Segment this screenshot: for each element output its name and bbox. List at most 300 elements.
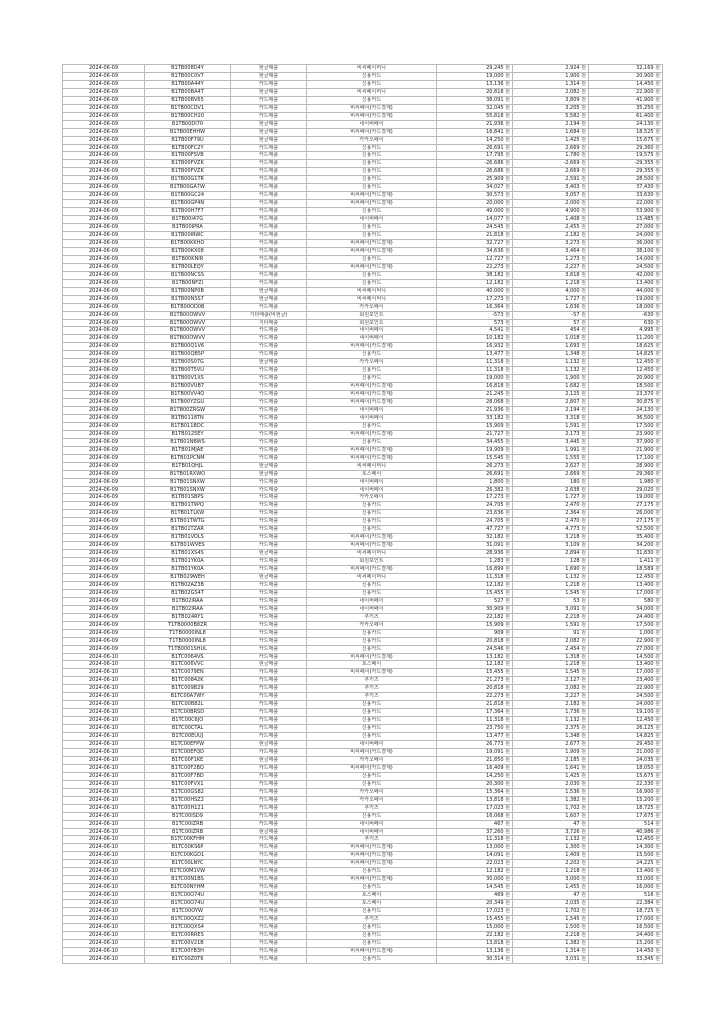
sale-type-cell: 카드매출 bbox=[231, 486, 307, 494]
supply-amount-cell: 20,300 원 bbox=[437, 780, 513, 788]
total-amount-cell: 22,900 원 bbox=[589, 637, 663, 645]
vat-cell: 2,035 원 bbox=[513, 900, 589, 908]
total-amount-cell: 16,500 원 bbox=[589, 923, 663, 931]
table-row bbox=[63, 574, 663, 582]
sale-type-cell: 카드매출 bbox=[231, 414, 307, 422]
table-row bbox=[63, 80, 663, 88]
vat-cell: 2,677 원 bbox=[513, 741, 589, 749]
total-amount-cell: 35,400 원 bbox=[589, 534, 663, 542]
vat-cell: 1,132 원 bbox=[513, 359, 589, 367]
sale-type-cell: 카드매출 bbox=[231, 343, 307, 351]
table-row bbox=[63, 422, 663, 430]
date-cell: 2024-06-09 bbox=[63, 208, 145, 216]
sales-ledger-table bbox=[62, 64, 663, 964]
vat-cell: 2,470 원 bbox=[513, 502, 589, 510]
table-row bbox=[63, 868, 663, 876]
table-row bbox=[63, 860, 663, 868]
ledger-body bbox=[63, 65, 663, 964]
date-cell: 2024-06-09 bbox=[63, 327, 145, 335]
vat-cell: 1,455 원 bbox=[513, 884, 589, 892]
payment-method-cell: 신용카드 bbox=[307, 526, 437, 534]
total-amount-cell: 27,000 원 bbox=[589, 645, 663, 653]
payment-method-cell: 비씨페이(카드결제) bbox=[307, 876, 437, 884]
vat-cell: 1,018 원 bbox=[513, 335, 589, 343]
total-amount-cell: 33,630 원 bbox=[589, 192, 663, 200]
approval-number-cell: B1TC00842K bbox=[145, 677, 231, 685]
approval-number-cell: B1TB00FVZK bbox=[145, 160, 231, 168]
supply-amount-cell: 26,686 원 bbox=[437, 168, 513, 176]
supply-amount-cell: 12,182 원 bbox=[437, 581, 513, 589]
date-cell: 2024-06-09 bbox=[63, 597, 145, 605]
total-amount-cell: 20,900 원 bbox=[589, 375, 663, 383]
table-row bbox=[63, 836, 663, 844]
total-amount-cell: 21,000 원 bbox=[589, 748, 663, 756]
approval-number-cell: B1TC00OYW bbox=[145, 908, 231, 916]
payment-method-cell: 신용카드 bbox=[307, 144, 437, 152]
date-cell: 2024-06-09 bbox=[63, 470, 145, 478]
supply-amount-cell: 12,182 원 bbox=[437, 661, 513, 669]
sale-type-cell: 카드매출 bbox=[231, 605, 307, 613]
date-cell: 2024-06-09 bbox=[63, 605, 145, 613]
total-amount-cell: 52,500 원 bbox=[589, 526, 663, 534]
approval-number-cell: B1TC00V21B bbox=[145, 939, 231, 947]
sale-type-cell: 카드매출 bbox=[231, 701, 307, 709]
approval-number-cell: B1TC00QXS4 bbox=[145, 923, 231, 931]
sale-type-cell: 카드매출 bbox=[231, 764, 307, 772]
total-amount-cell: 27,175 원 bbox=[589, 518, 663, 526]
approval-number-cell: B1TB01SBPS bbox=[145, 494, 231, 502]
supply-amount-cell: -26,686 원 bbox=[437, 160, 513, 168]
table-row bbox=[63, 351, 663, 359]
sale-type-cell: 카드매출 bbox=[231, 812, 307, 820]
payment-method-cell: 신용카드 bbox=[307, 502, 437, 510]
sale-type-cell: 현금매출 bbox=[231, 72, 307, 80]
date-cell: 2024-06-10 bbox=[63, 653, 145, 661]
payment-method-cell: 신용카드 bbox=[307, 637, 437, 645]
payment-method-cell: 비씨페이머니 bbox=[307, 88, 437, 96]
total-amount-cell: 630 원 bbox=[589, 319, 663, 327]
payment-method-cell: 신용카드 bbox=[307, 955, 437, 963]
total-amount-cell: 34,200 원 bbox=[589, 542, 663, 550]
table-row bbox=[63, 184, 663, 192]
approval-number-cell: B1TB00DI70 bbox=[145, 120, 231, 128]
date-cell: 2024-06-09 bbox=[63, 446, 145, 454]
table-row bbox=[63, 287, 663, 295]
approval-number-cell: B1TB00BV65 bbox=[145, 96, 231, 104]
vat-cell: 128 원 bbox=[513, 558, 589, 566]
payment-method-cell: 신용카드 bbox=[307, 772, 437, 780]
table-row bbox=[63, 391, 663, 399]
supply-amount-cell: 55,818 원 bbox=[437, 112, 513, 120]
approval-number-cell: B1TB00OWVV bbox=[145, 335, 231, 343]
total-amount-cell: 17,675 원 bbox=[589, 812, 663, 820]
total-amount-cell: 22,900 원 bbox=[589, 88, 663, 96]
supply-amount-cell: 49,000 원 bbox=[437, 208, 513, 216]
date-cell: 2024-06-09 bbox=[63, 383, 145, 391]
supply-amount-cell: 22,182 원 bbox=[437, 931, 513, 939]
vat-cell: 1,218 원 bbox=[513, 581, 589, 589]
approval-number-cell: B1TC00B82L bbox=[145, 701, 231, 709]
payment-method-cell: 네이버페이 bbox=[307, 327, 437, 335]
sale-type-cell: 카드매출 bbox=[231, 351, 307, 359]
vat-cell: 1,702 원 bbox=[513, 804, 589, 812]
sale-type-cell: 카드매출 bbox=[231, 518, 307, 526]
supply-amount-cell: 19,091 원 bbox=[437, 748, 513, 756]
sale-type-cell: 기타매출 bbox=[231, 319, 307, 327]
supply-amount-cell: 11,318 원 bbox=[437, 574, 513, 582]
sale-type-cell: 카드매출 bbox=[231, 892, 307, 900]
table-row bbox=[63, 725, 663, 733]
date-cell: 2024-06-09 bbox=[63, 510, 145, 518]
sale-type-cell: 카드매출 bbox=[231, 303, 307, 311]
total-amount-cell: 17,100 원 bbox=[589, 454, 663, 462]
payment-method-cell: 카카오페이 bbox=[307, 756, 437, 764]
approval-number-cell: B1TC00EFPW bbox=[145, 741, 231, 749]
table-row bbox=[63, 581, 663, 589]
approval-number-cell: B1TB01PCNM bbox=[145, 454, 231, 462]
table-row bbox=[63, 733, 663, 741]
vat-cell: 2,455 원 bbox=[513, 224, 589, 232]
table-row bbox=[63, 224, 663, 232]
approval-number-cell: B1TC009B29 bbox=[145, 685, 231, 693]
date-cell: 2024-06-09 bbox=[63, 104, 145, 112]
payment-method-cell: 네이버페이 bbox=[307, 414, 437, 422]
vat-cell: 1,991 원 bbox=[513, 446, 589, 454]
vat-cell: 1,409 원 bbox=[513, 852, 589, 860]
total-amount-cell: 37,900 원 bbox=[589, 438, 663, 446]
table-row bbox=[63, 884, 663, 892]
approval-number-cell: B1TB00FSVB bbox=[145, 152, 231, 160]
date-cell: 2024-06-09 bbox=[63, 399, 145, 407]
supply-amount-cell: 12,727 원 bbox=[437, 255, 513, 263]
vat-cell: 2,082 원 bbox=[513, 685, 589, 693]
supply-amount-cell: 16,364 원 bbox=[437, 303, 513, 311]
sale-type-cell: 카드매출 bbox=[231, 908, 307, 916]
table-row bbox=[63, 510, 663, 518]
approval-number-cell: B1TC00ISD9 bbox=[145, 812, 231, 820]
sale-type-cell: 카드매출 bbox=[231, 836, 307, 844]
approval-number-cell: B1TB00OWVV bbox=[145, 327, 231, 335]
supply-amount-cell: 16,932 원 bbox=[437, 343, 513, 351]
approval-number-cell: B1TC00F7BD bbox=[145, 772, 231, 780]
vat-cell: 1,425 원 bbox=[513, 136, 589, 144]
total-amount-cell: 30,875 원 bbox=[589, 399, 663, 407]
total-amount-cell: 24,400 원 bbox=[589, 931, 663, 939]
supply-amount-cell: 11,318 원 bbox=[437, 836, 513, 844]
approval-number-cell: B1TB0125EY bbox=[145, 430, 231, 438]
supply-amount-cell: 21,850 원 bbox=[437, 756, 513, 764]
total-amount-cell: 14,825 원 bbox=[589, 351, 663, 359]
vat-cell: 4,000 원 bbox=[513, 287, 589, 295]
approval-number-cell: B1TB00IRWC bbox=[145, 232, 231, 240]
vat-cell: 1,314 원 bbox=[513, 80, 589, 88]
total-amount-cell: 24,000 원 bbox=[589, 701, 663, 709]
approval-number-cell: B1TC00N1BS bbox=[145, 876, 231, 884]
supply-amount-cell: 24,545 원 bbox=[437, 224, 513, 232]
payment-method-cell: 카카오페이 bbox=[307, 494, 437, 502]
vat-cell: 1,690 원 bbox=[513, 566, 589, 574]
date-cell: 2024-06-09 bbox=[63, 128, 145, 136]
payment-method-cell: 신용카드 bbox=[307, 255, 437, 263]
total-amount-cell: 23,900 원 bbox=[589, 430, 663, 438]
vat-cell: 1,132 원 bbox=[513, 367, 589, 375]
total-amount-cell: 23,370 원 bbox=[589, 391, 663, 399]
sale-type-cell: 카드매출 bbox=[231, 796, 307, 804]
sale-type-cell: 카드매출 bbox=[231, 534, 307, 542]
supply-amount-cell: 21,818 원 bbox=[437, 232, 513, 240]
supply-amount-cell: 15,909 원 bbox=[437, 422, 513, 430]
payment-method-cell: 신용카드 bbox=[307, 645, 437, 653]
date-cell: 2024-06-09 bbox=[63, 478, 145, 486]
payment-method-cell: 신용카드 bbox=[307, 271, 437, 279]
approval-number-cell: B1TB00CH20 bbox=[145, 112, 231, 120]
sale-type-cell: 카드매출 bbox=[231, 184, 307, 192]
total-amount-cell: 44,000 원 bbox=[589, 287, 663, 295]
sale-type-cell: 카드매출 bbox=[231, 263, 307, 271]
vat-cell: 1,408 원 bbox=[513, 216, 589, 224]
approval-number-cell: B1TB01TLKW bbox=[145, 510, 231, 518]
supply-amount-cell: 21,818 원 bbox=[437, 701, 513, 709]
sale-type-cell: 카드매출 bbox=[231, 669, 307, 677]
payment-method-cell: 비씨페이(카드결제) bbox=[307, 566, 437, 574]
vat-cell: 1,591 원 bbox=[513, 621, 589, 629]
date-cell: 2024-06-09 bbox=[63, 359, 145, 367]
payment-method-cell: 신용카드 bbox=[307, 438, 437, 446]
payment-method-cell: 쿠키즈 bbox=[307, 613, 437, 621]
payment-method-cell: 신용카드 bbox=[307, 184, 437, 192]
table-row bbox=[63, 637, 663, 645]
total-amount-cell: 13,400 원 bbox=[589, 868, 663, 876]
vat-cell: 1,727 원 bbox=[513, 494, 589, 502]
vat-cell: 2,202 원 bbox=[513, 860, 589, 868]
supply-amount-cell: -573 원 bbox=[437, 311, 513, 319]
vat-cell: 3,464 원 bbox=[513, 247, 589, 255]
date-cell: 2024-06-10 bbox=[63, 733, 145, 741]
sale-type-cell: 카드매출 bbox=[231, 613, 307, 621]
date-cell: 2024-06-10 bbox=[63, 876, 145, 884]
date-cell: 2024-06-09 bbox=[63, 502, 145, 510]
sale-type-cell: 현금매출 bbox=[231, 295, 307, 303]
vat-cell: 1,300 원 bbox=[513, 844, 589, 852]
supply-amount-cell: 22,273 원 bbox=[437, 263, 513, 271]
table-row bbox=[63, 406, 663, 414]
payment-method-cell: 비씨페이(카드결제) bbox=[307, 748, 437, 756]
sale-type-cell: 카드매출 bbox=[231, 422, 307, 430]
date-cell: 2024-06-10 bbox=[63, 796, 145, 804]
supply-amount-cell: 34,027 원 bbox=[437, 184, 513, 192]
supply-amount-cell: 30,000 원 bbox=[437, 876, 513, 884]
table-row bbox=[63, 852, 663, 860]
payment-method-cell: 네이버페이 bbox=[307, 741, 437, 749]
vat-cell: 2,182 원 bbox=[513, 232, 589, 240]
payment-method-cell: 신용카드 bbox=[307, 208, 437, 216]
approval-number-cell: B1TC00M1VW bbox=[145, 868, 231, 876]
payment-method-cell: 신용카드 bbox=[307, 931, 437, 939]
vat-cell: 1,693 원 bbox=[513, 343, 589, 351]
supply-amount-cell: 31,091 원 bbox=[437, 542, 513, 550]
date-cell: 2024-06-09 bbox=[63, 255, 145, 263]
vat-cell: 2,194 원 bbox=[513, 120, 589, 128]
supply-amount-cell: 21,936 원 bbox=[437, 406, 513, 414]
approval-number-cell: B1TB00G1TR bbox=[145, 176, 231, 184]
payment-method-cell: 카카오페이 bbox=[307, 303, 437, 311]
approval-number-cell: B1TB01WVES bbox=[145, 542, 231, 550]
approval-number-cell: B1TC00IZRB bbox=[145, 828, 231, 836]
approval-number-cell: B1TC00QXZ2 bbox=[145, 915, 231, 923]
supply-amount-cell: 24,705 원 bbox=[437, 518, 513, 526]
payment-method-cell: 신용카드 bbox=[307, 96, 437, 104]
approval-number-cell: B1TB00V1XS bbox=[145, 375, 231, 383]
vat-cell: 2,375 원 bbox=[513, 725, 589, 733]
table-row bbox=[63, 279, 663, 287]
sale-type-cell: 카드매출 bbox=[231, 685, 307, 693]
sale-type-cell: 카드매출 bbox=[231, 621, 307, 629]
date-cell: 2024-06-09 bbox=[63, 550, 145, 558]
date-cell: 2024-06-09 bbox=[63, 621, 145, 629]
payment-method-cell: 신용카드 bbox=[307, 581, 437, 589]
supply-amount-cell: 24,705 원 bbox=[437, 502, 513, 510]
table-row bbox=[63, 65, 663, 73]
supply-amount-cell: 30,314 원 bbox=[437, 955, 513, 963]
vat-cell: 2,364 원 bbox=[513, 510, 589, 518]
supply-amount-cell: 22,023 원 bbox=[437, 860, 513, 868]
payment-method-cell: 신용카드 bbox=[307, 351, 437, 359]
sale-type-cell: 현금매출 bbox=[231, 661, 307, 669]
total-amount-cell: 17,000 원 bbox=[589, 915, 663, 923]
supply-amount-cell: 16,899 원 bbox=[437, 566, 513, 574]
total-amount-cell: 18,525 원 bbox=[589, 128, 663, 136]
sale-type-cell: 카드매출 bbox=[231, 868, 307, 876]
approval-number-cell: T1TB0000B8ZR bbox=[145, 621, 231, 629]
vat-cell: 2,127 원 bbox=[513, 677, 589, 685]
table-row bbox=[63, 414, 663, 422]
table-row bbox=[63, 923, 663, 931]
date-cell: 2024-06-09 bbox=[63, 335, 145, 343]
table-row bbox=[63, 255, 663, 263]
table-row bbox=[63, 876, 663, 884]
total-amount-cell: -29,355 원 bbox=[589, 160, 663, 168]
supply-amount-cell: 15,000 원 bbox=[437, 923, 513, 931]
total-amount-cell: 20,900 원 bbox=[589, 72, 663, 80]
date-cell: 2024-06-10 bbox=[63, 780, 145, 788]
table-row bbox=[63, 232, 663, 240]
payment-method-cell: 신용카드 bbox=[307, 518, 437, 526]
sale-type-cell: 현금매출 bbox=[231, 741, 307, 749]
date-cell: 2024-06-09 bbox=[63, 160, 145, 168]
vat-cell: 5,582 원 bbox=[513, 112, 589, 120]
date-cell: 2024-06-09 bbox=[63, 581, 145, 589]
table-row bbox=[63, 900, 663, 908]
payment-method-cell: 네이버페이 bbox=[307, 605, 437, 613]
approval-number-cell: B1TB00GA7W bbox=[145, 184, 231, 192]
payment-method-cell: 네이버페이 bbox=[307, 120, 437, 128]
sale-type-cell: 카드매출 bbox=[231, 780, 307, 788]
vat-cell: 3,091 원 bbox=[513, 605, 589, 613]
payment-method-cell: 비씨페이(카드결제) bbox=[307, 192, 437, 200]
table-row bbox=[63, 645, 663, 653]
date-cell: 2024-06-09 bbox=[63, 637, 145, 645]
vat-cell: -57 원 bbox=[513, 311, 589, 319]
supply-amount-cell: 17,273 원 bbox=[437, 295, 513, 303]
vat-cell: 1,132 원 bbox=[513, 717, 589, 725]
supply-amount-cell: 26,382 원 bbox=[437, 486, 513, 494]
total-amount-cell: 33,345 원 bbox=[589, 955, 663, 963]
approval-number-cell: B1TC00F1KE bbox=[145, 756, 231, 764]
sale-type-cell: 카드매출 bbox=[231, 772, 307, 780]
supply-amount-cell: 11,318 원 bbox=[437, 717, 513, 725]
table-row bbox=[63, 486, 663, 494]
payment-method-cell: 쿠키즈 bbox=[307, 836, 437, 844]
sale-type-cell: 카드매출 bbox=[231, 232, 307, 240]
table-row bbox=[63, 589, 663, 597]
date-cell: 2024-06-10 bbox=[63, 669, 145, 677]
supply-amount-cell: 23,750 원 bbox=[437, 725, 513, 733]
date-cell: 2024-06-09 bbox=[63, 120, 145, 128]
table-row bbox=[63, 629, 663, 637]
date-cell: 2024-06-10 bbox=[63, 947, 145, 955]
supply-amount-cell: 11,318 원 bbox=[437, 359, 513, 367]
supply-amount-cell: 26,691 원 bbox=[437, 144, 513, 152]
vat-cell: 2,638 원 bbox=[513, 486, 589, 494]
vat-cell: 3,403 원 bbox=[513, 184, 589, 192]
approval-number-cell: B1TC00O74U bbox=[145, 892, 231, 900]
table-row bbox=[63, 327, 663, 335]
date-cell: 2024-06-10 bbox=[63, 820, 145, 828]
sale-type-cell: 현금매출 bbox=[231, 470, 307, 478]
vat-cell: 2,591 원 bbox=[513, 176, 589, 184]
sale-type-cell: 현금매출 bbox=[231, 359, 307, 367]
total-amount-cell: 19,575 원 bbox=[589, 152, 663, 160]
vat-cell: 1,382 원 bbox=[513, 796, 589, 804]
approval-number-cell: B1TB00BA4T bbox=[145, 88, 231, 96]
table-row bbox=[63, 104, 663, 112]
approval-number-cell: B1TC006VVC bbox=[145, 661, 231, 669]
sale-type-cell: 현금매출 bbox=[231, 120, 307, 128]
table-row bbox=[63, 788, 663, 796]
total-amount-cell: 19,000 원 bbox=[589, 494, 663, 502]
vat-cell: 1,314 원 bbox=[513, 947, 589, 955]
vat-cell: 2,125 원 bbox=[513, 391, 589, 399]
supply-amount-cell: 1,283 원 bbox=[437, 558, 513, 566]
table-row bbox=[63, 947, 663, 955]
approval-number-cell: B1TB00ZRGW bbox=[145, 406, 231, 414]
approval-number-cell: B1TB00OWVV bbox=[145, 311, 231, 319]
total-amount-cell: 14,000 원 bbox=[589, 255, 663, 263]
table-row bbox=[63, 518, 663, 526]
date-cell: 2024-06-09 bbox=[63, 574, 145, 582]
total-amount-cell: 28,500 원 bbox=[589, 176, 663, 184]
vat-cell: 1,382 원 bbox=[513, 939, 589, 947]
supply-amount-cell: 21,245 원 bbox=[437, 391, 513, 399]
approval-number-cell: B1TB011BDC bbox=[145, 422, 231, 430]
table-row bbox=[63, 915, 663, 923]
sale-type-cell: 카드매출 bbox=[231, 200, 307, 208]
payment-method-cell: 카카오페이 bbox=[307, 788, 437, 796]
sale-type-cell: 카드매출 bbox=[231, 247, 307, 255]
vat-cell: 47 원 bbox=[513, 892, 589, 900]
total-amount-cell: 17,500 원 bbox=[589, 621, 663, 629]
supply-amount-cell: 34,636 원 bbox=[437, 247, 513, 255]
sale-type-cell: 카드매출 bbox=[231, 820, 307, 828]
total-amount-cell: 34,000 원 bbox=[589, 605, 663, 613]
total-amount-cell: 37,430 원 bbox=[589, 184, 663, 192]
total-amount-cell: 26,000 원 bbox=[589, 510, 663, 518]
approval-number-cell: B1TB01NBWS bbox=[145, 438, 231, 446]
payment-method-cell: 비씨페이(카드결제) bbox=[307, 112, 437, 120]
vat-cell: 3,057 원 bbox=[513, 192, 589, 200]
date-cell: 2024-06-10 bbox=[63, 717, 145, 725]
total-amount-cell: 36,000 원 bbox=[589, 239, 663, 247]
